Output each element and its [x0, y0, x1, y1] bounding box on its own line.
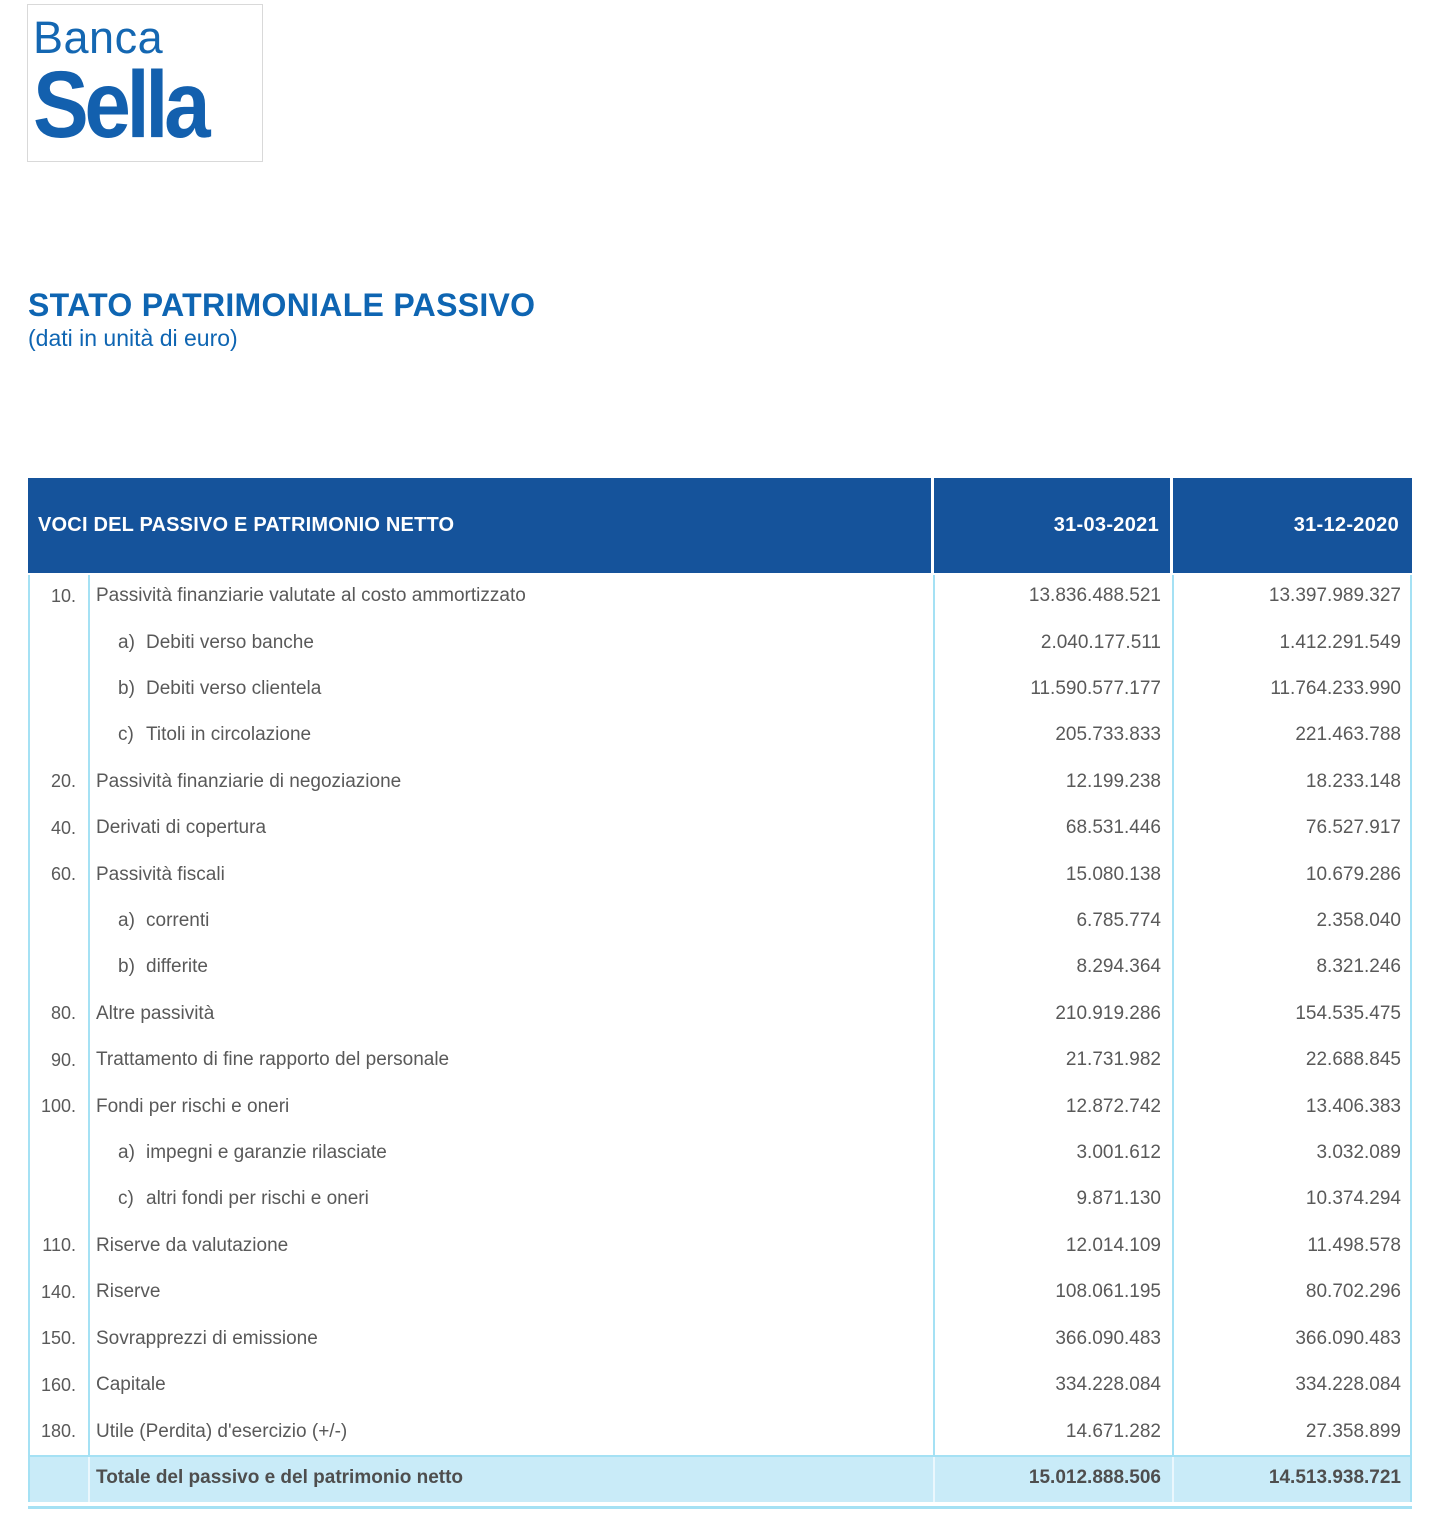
voce-label [88, 1142, 933, 1164]
header-items-label: VOCI DEL PASSIVO E PATRIMONIO NETTO [38, 514, 455, 536]
table-bottom-rule [28, 1506, 1412, 1509]
total-value-2021-03: 15.012.888.506 [1028, 1467, 1161, 1489]
voce-text: Passività fiscali [96, 863, 225, 885]
voce-text: Trattamento di fine rapporto del personale [96, 1049, 450, 1071]
value-2020-12: 13.406.383 [1305, 1095, 1401, 1117]
value-2021-03: 2.040.177.511 [1040, 631, 1161, 653]
logo-sella-text: Sella [33, 52, 207, 158]
table-row [28, 1130, 1412, 1176]
voce-text: Derivati di copertura [96, 817, 267, 839]
table-row [28, 1362, 1412, 1408]
table-row [28, 759, 1412, 805]
value-2021-03: 8.294.364 [1076, 956, 1161, 978]
value-2020-12: 22.688.845 [1305, 1049, 1401, 1071]
voce-letter: c) [118, 724, 134, 746]
voce-number: 150. [40, 1328, 76, 1349]
voce-label [88, 817, 933, 839]
value-2021-03: 12.872.742 [1065, 1095, 1161, 1117]
voce-text: Debiti verso banche [146, 631, 314, 653]
voce-text: correnti [146, 910, 210, 932]
voce-label [88, 585, 933, 607]
value-2020-12: 11.764.233.990 [1270, 678, 1401, 700]
value-2021-03: 68.531.446 [1065, 817, 1161, 839]
value-2020-12: 8.321.246 [1316, 956, 1401, 978]
voce-label [88, 1235, 933, 1257]
value-2021-03: 6.785.774 [1076, 910, 1161, 932]
value-2021-03: 12.014.109 [1065, 1234, 1161, 1256]
value-2021-03: 366.090.483 [1055, 1327, 1161, 1349]
value-2021-03: 205.733.833 [1055, 724, 1161, 746]
table-row [28, 1316, 1412, 1362]
table-row [28, 1176, 1412, 1222]
table-row [28, 851, 1412, 897]
voce-text: Passività finanziarie di negoziazione [96, 770, 402, 792]
voce-label [88, 1328, 933, 1350]
value-2020-12: 2.358.040 [1316, 910, 1401, 932]
table-row [28, 991, 1412, 1037]
table-header-row [28, 478, 1412, 573]
voce-text: Altre passività [96, 1002, 215, 1024]
value-2020-12: 334.228.084 [1295, 1374, 1401, 1396]
total-row-top-border [28, 1455, 1412, 1457]
voce-letter: a) [118, 910, 135, 932]
banca-sella-logo [27, 4, 263, 162]
table-row [28, 898, 1412, 944]
value-2021-03: 3.001.612 [1076, 1142, 1161, 1164]
voce-label [88, 1281, 933, 1303]
value-2020-12: 27.358.899 [1305, 1420, 1401, 1442]
table-row [28, 1037, 1412, 1083]
value-2021-03: 210.919.286 [1055, 1002, 1161, 1024]
value-2021-03: 14.671.282 [1065, 1420, 1161, 1442]
value-2020-12: 18.233.148 [1305, 770, 1401, 792]
voce-label [88, 1421, 933, 1443]
voce-text: Capitale [96, 1374, 166, 1396]
total-cell-separator [88, 1455, 90, 1502]
voce-label [88, 632, 933, 654]
table-row [28, 1408, 1412, 1454]
table-row [28, 1083, 1412, 1129]
voce-number: 10. [50, 585, 76, 606]
value-2021-03: 12.199.238 [1065, 770, 1161, 792]
voce-text: Riserve da valutazione [96, 1234, 289, 1256]
voce-label [88, 956, 933, 978]
value-2020-12: 11.498.578 [1307, 1234, 1401, 1256]
voce-label [88, 864, 933, 886]
voce-text: Passività finanziarie valutate al costo ammortizzato [96, 585, 526, 607]
voce-number: 110. [42, 1235, 76, 1256]
value-2020-12: 366.090.483 [1295, 1327, 1401, 1349]
voce-number: 140. [40, 1281, 76, 1302]
voce-label [88, 1096, 933, 1118]
voce-number: 40. [50, 817, 76, 838]
value-2021-03: 11.590.577.177 [1030, 678, 1161, 700]
balance-sheet-table [28, 478, 1412, 1509]
value-2021-03: 9.871.130 [1076, 1188, 1161, 1210]
voce-text: Debiti verso clientela [146, 678, 322, 700]
value-2021-03: 13.836.488.521 [1028, 585, 1161, 607]
voce-letter: b) [118, 678, 135, 700]
table-lower [28, 573, 1412, 1502]
voce-letter: b) [118, 956, 135, 978]
voce-label [88, 1374, 933, 1396]
page-subtitle: (dati in unità di euro) [28, 325, 238, 351]
value-2021-03: 21.731.982 [1065, 1049, 1161, 1071]
value-2020-12: 10.679.286 [1305, 863, 1401, 885]
table-row [28, 805, 1412, 851]
voce-number: 100. [40, 1096, 76, 1117]
table-row [28, 712, 1412, 758]
value-2020-12: 1.412.291.549 [1279, 631, 1401, 653]
voce-number: 160. [40, 1374, 76, 1395]
total-cell-separator [1172, 1455, 1174, 1502]
voce-letter: c) [118, 1188, 134, 1210]
value-2020-12: 3.032.089 [1316, 1142, 1401, 1164]
voce-number: 60. [50, 864, 76, 885]
table-row [28, 666, 1412, 712]
table-row [28, 573, 1412, 619]
total-row [28, 1455, 1412, 1502]
voce-number: 20. [50, 771, 76, 792]
voce-label [88, 1049, 933, 1071]
voce-label [88, 1188, 933, 1210]
voce-text: Riserve [96, 1281, 161, 1303]
table-row [28, 944, 1412, 990]
table-row [28, 619, 1412, 665]
value-2020-12: 13.397.989.327 [1268, 585, 1401, 607]
voce-label [88, 910, 933, 932]
voce-letter: a) [118, 1142, 135, 1164]
header-column-separator [1170, 478, 1173, 573]
value-2020-12: 10.374.294 [1305, 1188, 1401, 1210]
value-2020-12: 154.535.475 [1295, 1002, 1401, 1024]
voce-label [88, 724, 933, 746]
logo-banca-text: Banca [33, 12, 164, 63]
voce-text: differite [146, 956, 208, 978]
voce-label [88, 678, 933, 700]
header-date-2020-12: 31-12-2020 [1293, 514, 1399, 536]
total-value-2020-12: 14.513.938.721 [1268, 1467, 1401, 1489]
header-column-separator [931, 478, 934, 573]
voce-letter: a) [118, 631, 135, 653]
value-2020-12: 221.463.788 [1295, 724, 1401, 746]
voce-label [88, 1003, 933, 1025]
value-2021-03: 108.061.195 [1055, 1281, 1161, 1303]
voce-text: Sovrapprezzi di emissione [96, 1327, 318, 1349]
table-row [28, 1269, 1412, 1315]
value-2020-12: 76.527.917 [1305, 817, 1401, 839]
voce-text: impegni e garanzie rilasciate [146, 1142, 387, 1164]
header-date-2021-03: 31-03-2021 [1053, 514, 1159, 536]
value-2021-03: 15.080.138 [1065, 863, 1161, 885]
voce-number: 180. [40, 1421, 76, 1442]
table-row [28, 1223, 1412, 1269]
total-label: Totale del passivo e del patrimonio netto [96, 1467, 464, 1489]
voce-text: Titoli in circolazione [146, 724, 312, 746]
voce-number: 80. [50, 1003, 76, 1024]
value-2020-12: 80.702.296 [1305, 1281, 1401, 1303]
voce-text: Fondi per rischi e oneri [96, 1095, 290, 1117]
voce-text: altri fondi per rischi e oneri [146, 1188, 369, 1210]
page-title: STATO PATRIMONIALE PASSIVO [28, 287, 536, 323]
voce-text: Utile (Perdita) d'esercizio (+/-) [96, 1420, 348, 1442]
voce-label [88, 771, 933, 793]
total-cell-separator [933, 1455, 935, 1502]
value-2021-03: 334.228.084 [1055, 1374, 1161, 1396]
table-body [28, 573, 1412, 1455]
voce-number: 90. [50, 1049, 76, 1070]
